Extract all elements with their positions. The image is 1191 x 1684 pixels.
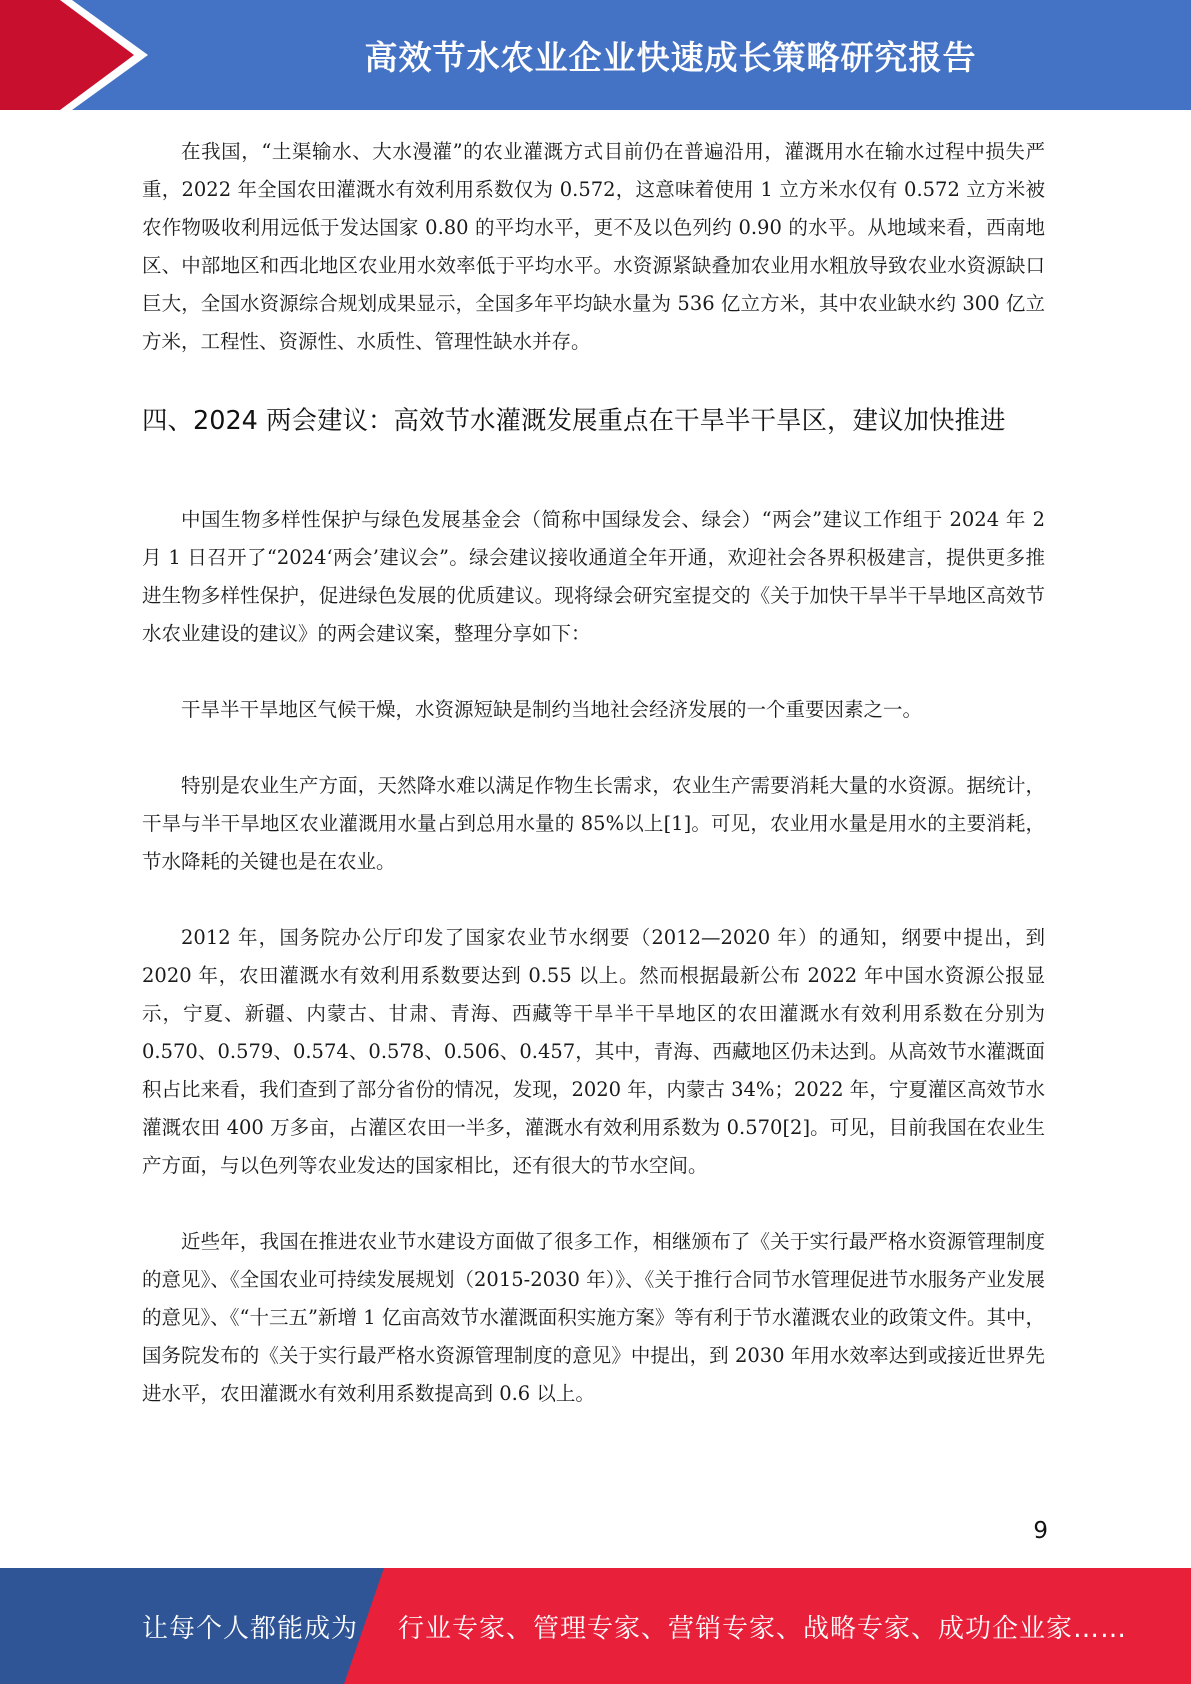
paragraph-green-foundation: 中国生物多样性保护与绿色发展基金会（简称中国绿发会、绿会）“两会”建议工作组于 2024 年 2 月 1 日召开了“2024‘两会’建议会”。绿会建议接收通道全年开通，欢迎社会各界积极建言，提供更多推进生物多样性保护，促进绿色发展的优质建议。现将绿会研究室提交的《关于加快干旱半干旱地区高效节水农业建设的建议》的两会建议案，整理分享如下： [142,508,1045,645]
footer-slogan-left: 让每个人都能成为 [142,1613,359,1644]
document-body [142,133,1045,1413]
page-number: 9 [1033,1518,1048,1544]
section-heading-2024-proposal: 四、2024 两会建议：高效节水灌溉发展重点在干旱半干旱区，建议加快推进 [142,406,1006,436]
report-title: 高效节水农业企业快速成长策略研究报告 [364,37,977,77]
paragraph-arid-climate: 干旱半干旱地区气候干燥，水资源短缺是制约当地社会经济发展的一个重要因素之一。 [181,698,923,721]
paragraph-agriculture-water-use: 特别是农业生产方面，天然降水难以满足作物生长需求，农业生产需要消耗大量的水资源。据统计，干旱与半干旱地区农业灌溉用水量占到总用水量的 85%以上[1]。可见，农业用水量是用水的主要消耗，节水降耗的关键也是在农业。 [142,774,1045,873]
page-header [0,0,1191,110]
paragraph-policy-documents: 近些年，我国在推进农业节水建设方面做了很多工作，相继颁布了《关于实行最严格水资源管理制度的意见》、《全国农业可持续发展规划（2015-2030 年）》、《关于推行合同节水管理促进节水服务产业发展的意见》、《“十三五”新增 1 亿亩高效节水灌溉面积实施方案》等有利于节水灌溉农业的政策文件。其中，国务院发布的《关于实行最严格水资源管理制度的意见》中提出，到 2030 年用水效率达到或接近世界先进水平，农田灌溉水有效利用系数提高到 0.6 以上。 [142,1230,1045,1405]
footer-slogan-right: 行业专家、管理专家、营销专家、战略专家、成功企业家…… [398,1613,1128,1644]
page-footer [0,1568,1191,1684]
paragraph-irrigation-status: 在我国，“土渠输水、大水漫灌”的农业灌溉方式目前仍在普遍沿用，灌溉用水在输水过程中损失严重，2022 年全国农田灌溉水有效利用系数仅为 0.572，这意味着使用 1 立方米水仅有 0.572 立方米被农作物吸收利用远低于发达国家 0.80 的平均水平，更不及以色列约 0.90 的水平。从地域来看，西南地区、中部地区和西北地区农业用水效率低于平均水平。水资源紧缺叠加农业用水粗放导致农业水资源缺口巨大，全国水资源综合规划成果显示，全国多年平均缺水量为 536 亿立方米，其中农业缺水约 300 亿立方米，工程性、资源性、水质性、管理性缺水并存。 [142,140,1045,353]
paragraph-water-saving-outline: 2012 年，国务院办公厅印发了国家农业节水纲要（2012—2020 年）的通知，纲要中提出，到 2020 年，农田灌溉水有效利用系数要达到 0.55 以上。然而根据最新公布 2022 年中国水资源公报显示，宁夏、新疆、内蒙古、甘肃、青海、西藏等干旱半干旱地区的农田灌溉水有效利用系数在分别为 0.570、0.579、0.574、0.578、0.506、0.457，其中，青海、西藏地区仍未达到。从高效节水灌溉面积占比来看，我们查到了部分省份的情况，发现，2020 年，内蒙古 34%；2022 年，宁夏灌区高效节水灌溉农田 400 万多亩，占灌区农田一半多，灌溉水有效利用系数为 0.570[2]。可见，目前我国在农业生产方面，与以色列等农业发达的国家相比，还有很大的节水空间。 [142,926,1045,1177]
